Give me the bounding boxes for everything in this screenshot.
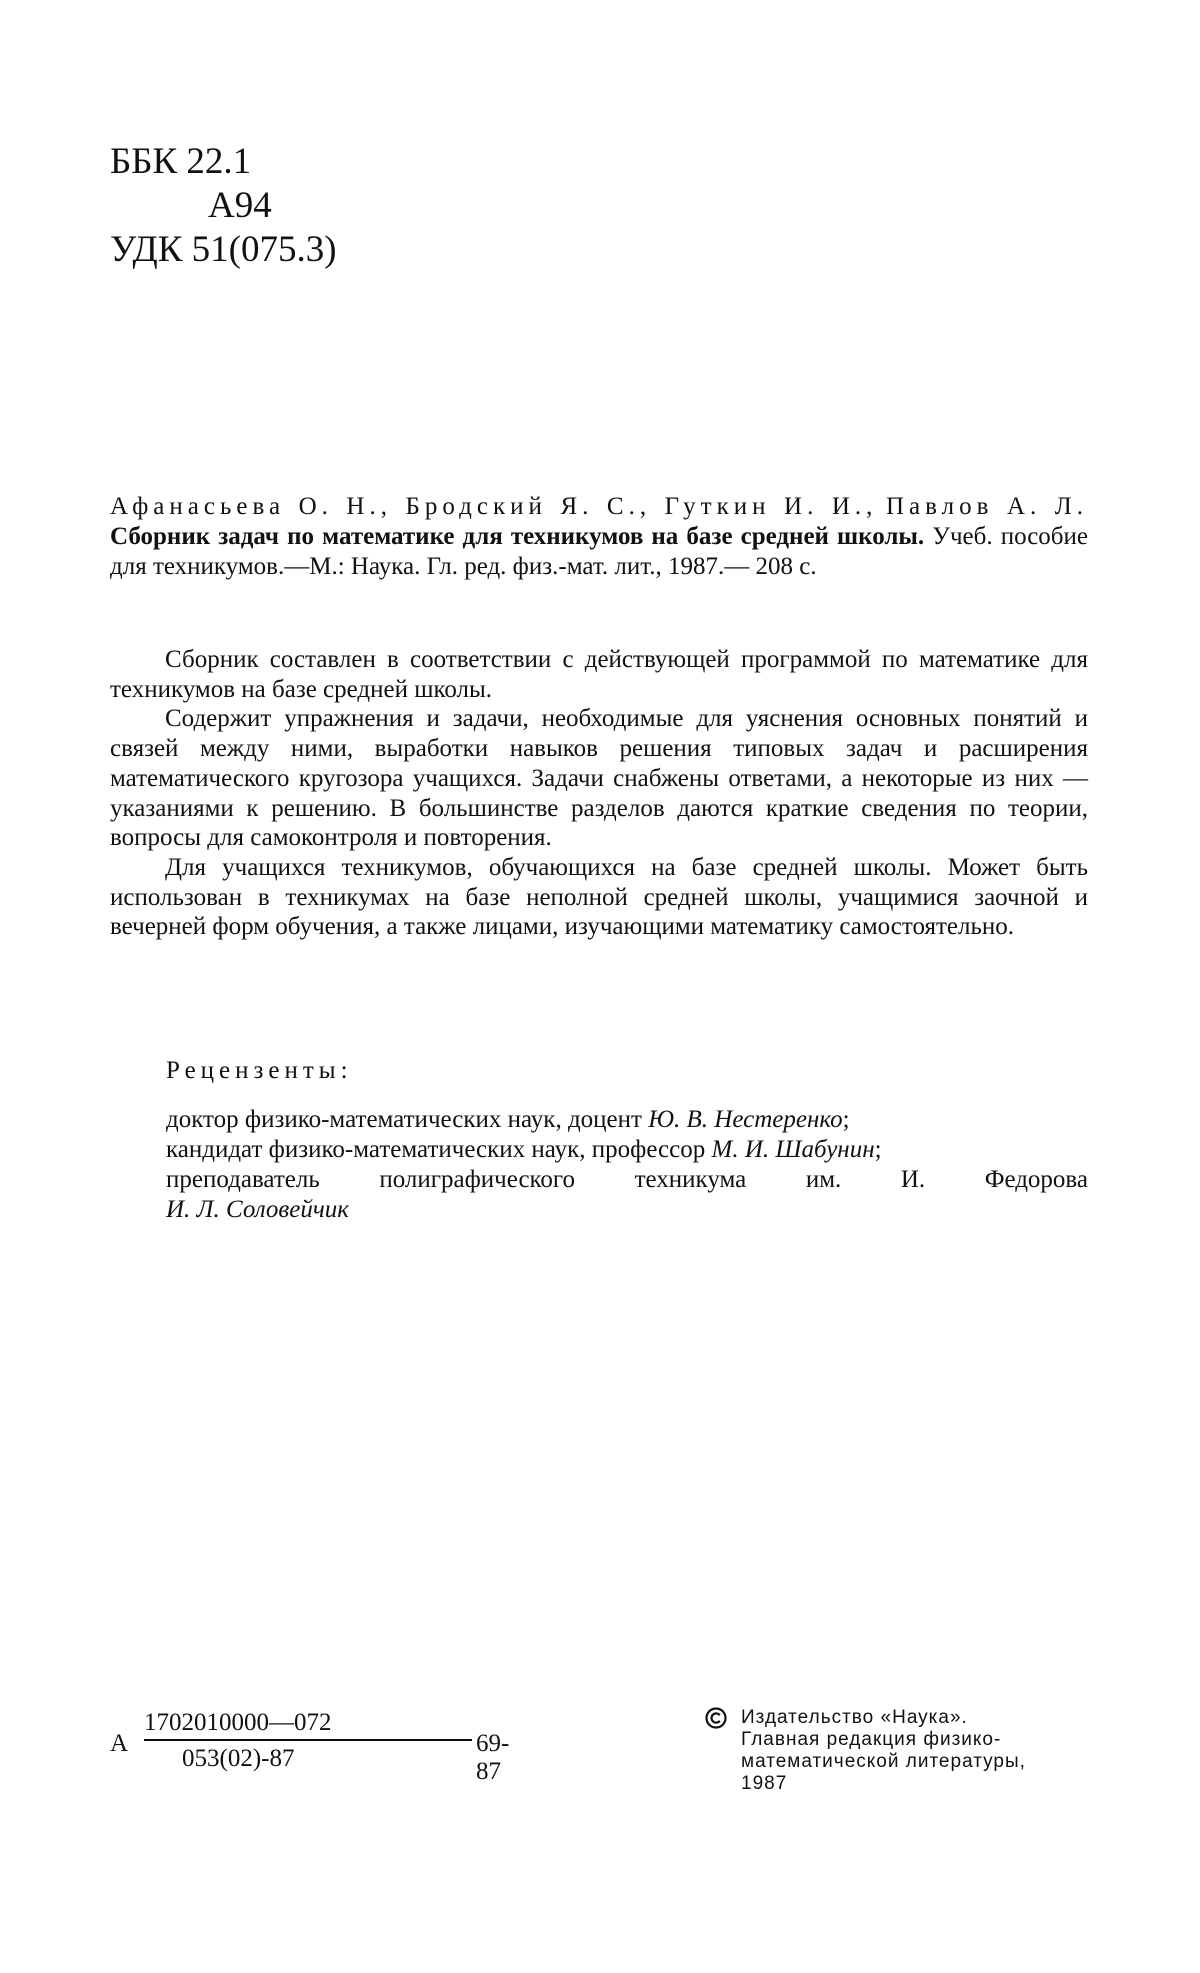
reviewer-1-name: Ю. В. Нестеренко <box>648 1106 843 1133</box>
copyright-year: 1987 <box>741 1773 788 1794</box>
copyright-edition-1: Главная редакция физико- <box>741 1729 1002 1750</box>
index-numerator: 1702010000—072 <box>144 1709 332 1736</box>
copyright-publisher: Издательство «Наука». <box>741 1707 968 1728</box>
reviewers-list <box>166 1105 1088 1225</box>
authors-line: Афанасьева О. Н., Бродский Я. С., Гуткин И. И., <box>110 493 878 520</box>
bibliographic-description <box>110 492 1088 582</box>
udk-code: УДК 51(075.3) <box>110 229 337 270</box>
book-title: Сборник задач по математике для техникумов на базе средней школы. <box>110 523 925 550</box>
classification-codes <box>110 140 337 272</box>
annotation-paragraph-1: Сборник составлен в соответствии с действующей программой по математике для техникумов на базе средней школы. <box>110 646 1088 703</box>
reviewer-3-name: И. Л. Соловейчик <box>166 1196 349 1223</box>
reviewer-2-role: кандидат физико-математических наук, профессор <box>166 1136 712 1163</box>
author-mark: А94 <box>208 185 272 226</box>
reviewers-heading: Рецензенты: <box>166 1057 353 1084</box>
index-denominator: 053(02)-87 <box>182 1745 295 1772</box>
bbk-code: ББК 22.1 <box>110 141 252 182</box>
copyright-icon <box>705 1707 727 1729</box>
copyright-edition-2: математической литературы, <box>741 1751 1026 1772</box>
annotation-paragraph-3: Для учащихся техникумов, обучающихся на базе средней школы. Может быть использован в техникумах на базе неполной средней школы, учащимися заочной и вечерней форм обучения, а также лицами, изучающими математику самостоятельно. <box>110 853 1088 941</box>
reviewer-1: доктор физико-математических наук, доцент Ю. В. Нестеренко; <box>166 1106 850 1133</box>
reviewer-1-role: доктор физико-математических наук, доцент <box>166 1106 649 1133</box>
publication-details: Учеб. пособие для техникумов.—М.: Наука. Гл. ред. физ.-мат. лит., 1987.— 208 с. <box>110 523 1088 580</box>
author-pavlov: Павлов А. Л. <box>886 493 1089 520</box>
reviewer-2: кандидат физико-математических наук, профессор М. И. Шабунин; <box>166 1136 882 1163</box>
fraction-line <box>144 1739 472 1741</box>
annotation <box>110 645 1088 942</box>
index-letter: А <box>110 1730 129 1757</box>
reviewer-3-role: преподаватель полиграфического техникума им. И. Федорова <box>166 1166 1088 1193</box>
annotation-paragraph-2: Содержит упражнения и задачи, необходимые для уяснения основных понятий и связей между ними, выработки навыков решения типовых задач и расширения математического кругозора учащихся. Задачи снабжены ответами, а некоторые из них — указаниями к решению. В большинстве разделов даются краткие сведения по теории, вопросы для самоконтроля и повторения. <box>110 705 1088 852</box>
index-suffix: 69-87 <box>476 1730 510 1785</box>
publication-index <box>110 1703 510 1793</box>
copyright-notice <box>705 1707 1026 1795</box>
reviewer-2-name: М. И. Шабунин <box>711 1136 875 1163</box>
